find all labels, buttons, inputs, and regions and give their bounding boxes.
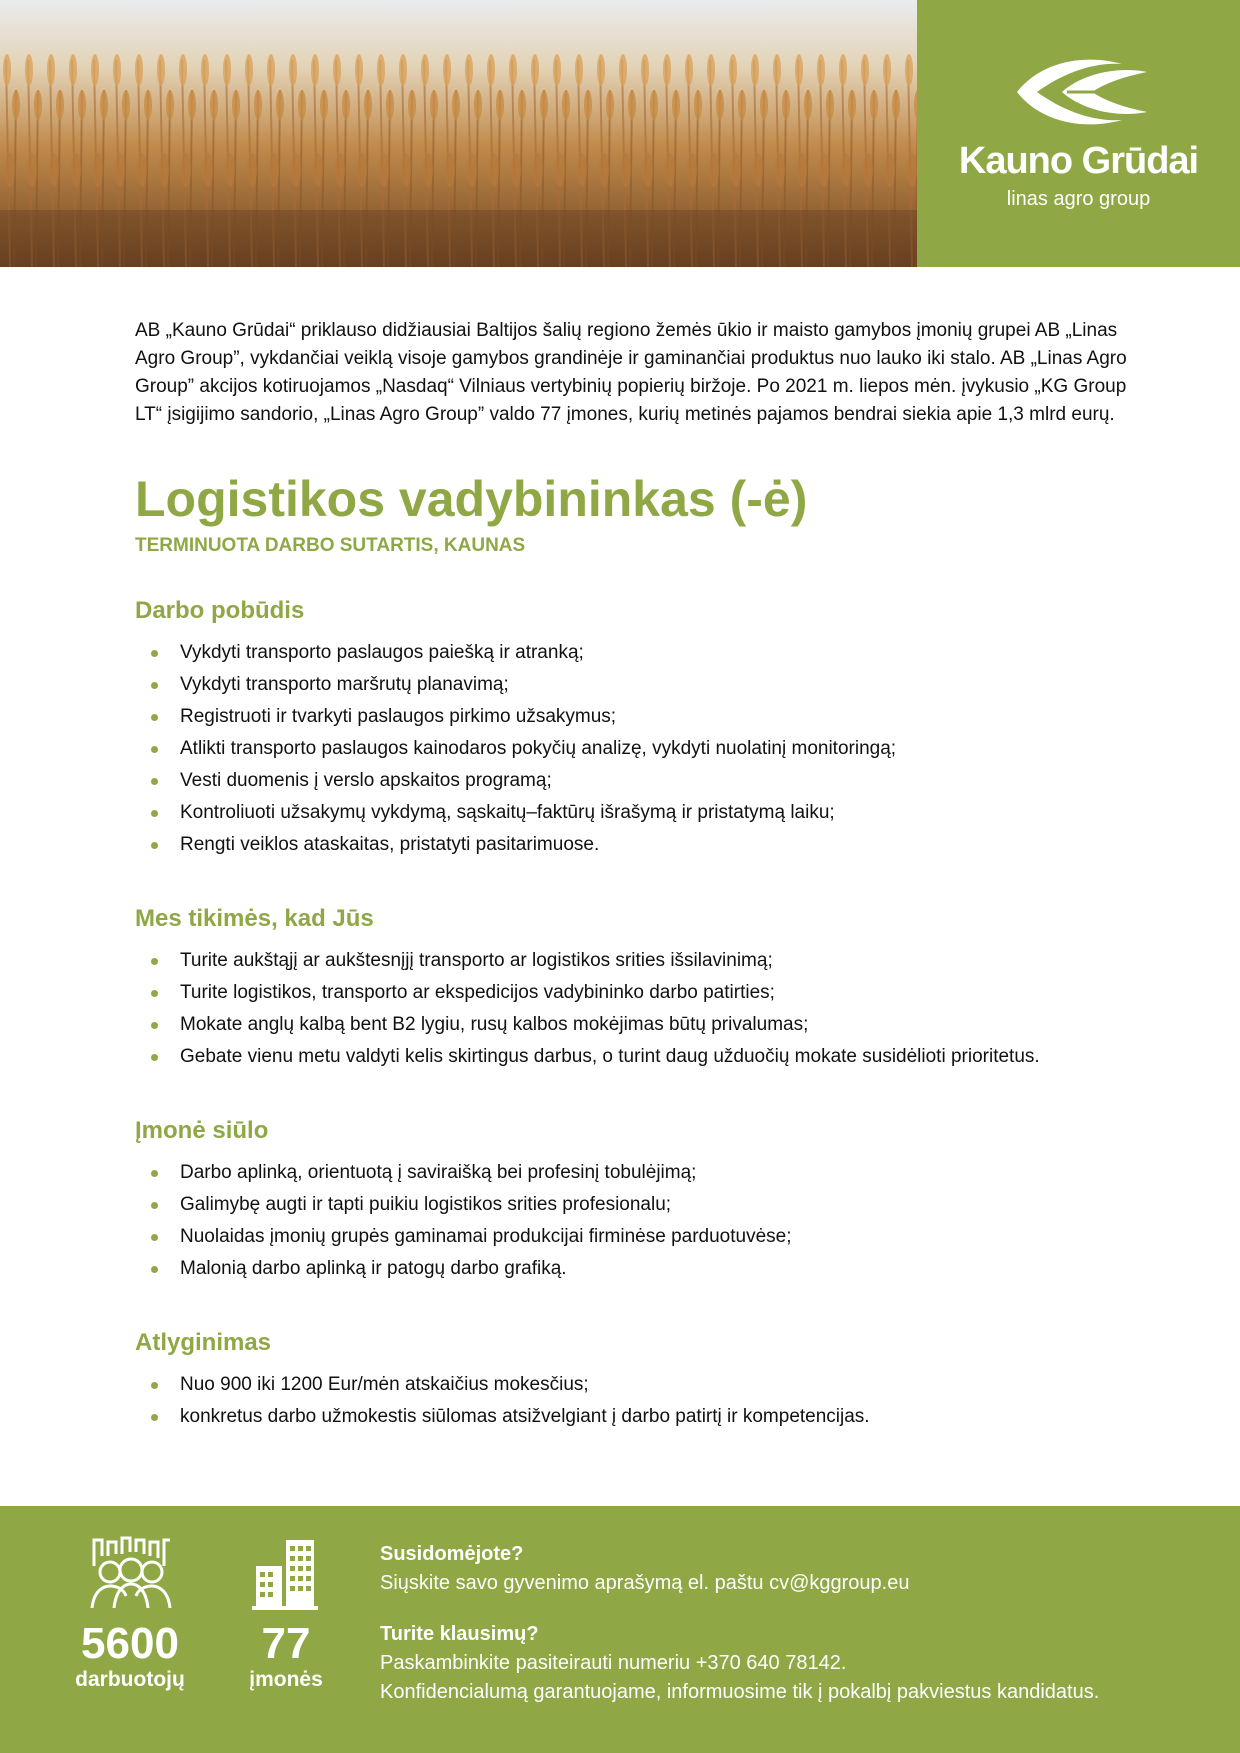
list-item: Darbo aplinką, orientuotą į saviraišką bei profesinį tobulėjimą;	[135, 1157, 1145, 1189]
list-item: Vykdyti transporto maršrutų planavimą;	[135, 669, 1145, 701]
list-item: Nuolaidas įmonių grupės gaminamai produkcijai firminėse parduotuvėse;	[135, 1221, 1145, 1253]
section-heading-duties: Darbo pobūdis	[135, 597, 305, 624]
bullet-icon	[151, 1202, 158, 1209]
employees-stat	[50, 1620, 210, 1692]
bullet-icon	[151, 1170, 158, 1177]
contact-question-questions: Turite klausimų?	[380, 1623, 539, 1645]
bullet-icon	[151, 1022, 158, 1029]
list-item: Turite logistikos, transporto ar ekspedicijos vadybininko darbo patirties;	[135, 977, 1145, 1009]
section-heading-salary: Atlyginimas	[135, 1329, 272, 1356]
bullet-icon	[151, 810, 158, 817]
salary-list	[135, 1369, 1145, 1433]
contact-email-text: Siųskite savo gyvenimo aprašymą el. paštu cv@kggroup.eu	[380, 1572, 910, 1594]
companies-stat	[226, 1620, 346, 1692]
bullet-icon	[151, 682, 158, 689]
leaf-logo-icon	[1007, 52, 1157, 132]
contact-info	[380, 1540, 1220, 1707]
bullet-icon	[151, 1382, 158, 1389]
list-item: Vykdyti transporto paslaugos paiešką ir atranką;	[135, 637, 1145, 669]
footer	[0, 1506, 1240, 1753]
bullet-icon	[151, 1266, 158, 1273]
confidentiality-text: Konfidencialumą garantuojame, informuosime tik į pokalbį pakviestus kandidatus.	[380, 1681, 1100, 1703]
requirements-list	[135, 945, 1145, 1073]
section-heading-offer: Įmonė siūlo	[135, 1117, 269, 1144]
main-content	[135, 317, 1145, 1433]
bullet-icon	[151, 1234, 158, 1241]
bullet-icon	[151, 714, 158, 721]
intro-paragraph: AB „Kauno Grūdai“ priklauso didžiausiai Baltijos šalių regiono žemės ūkio ir maisto gamybos įmonių grupei AB „Linas Agro Group”, vykdančiai veiklą visoje gamybos grandinėje ir gaminančiai produktus nuo lauko iki stalo. AB „Linas Agro Group” akcijos kotiruojamos „Nasdaq“ Vilniaus vertybinių popierių biržoje. Po 2021 m. liepos mėn. įvykusio „KG Group LT“ įsigijimo sandorio, „Linas Agro Group” valdo 77 įmones, kurių metinės pajamos bendrai siekia apie 1,3 mlrd eurų.	[135, 320, 1127, 425]
job-subtitle: TERMINUOTA DARBO SUTARTIS, KAUNAS	[135, 535, 526, 556]
contact-question-interested: Susidomėjote?	[380, 1543, 524, 1565]
employees-number: 5600	[81, 1619, 179, 1668]
bullet-icon	[151, 778, 158, 785]
logo-subtitle: linas agro group	[1006, 188, 1151, 210]
list-item: Mokate anglų kalbą bent B2 lygiu, rusų kalbos mokėjimas būtų privalumas;	[135, 1009, 1145, 1041]
contact-phone-text: Paskambinkite pasiteirauti numeriu +370 640 78142.	[380, 1652, 847, 1674]
duties-list	[135, 637, 1145, 861]
wheat-field-banner	[0, 0, 917, 267]
bullet-icon	[151, 650, 158, 657]
list-item: Vesti duomenis į verslo apskaitos programą;	[135, 765, 1145, 797]
list-item: Nuo 900 iki 1200 Eur/mėn atskaičius mokesčius;	[135, 1369, 1145, 1401]
list-item: Galimybę augti ir tapti puikiu logistikos srities profesionalu;	[135, 1189, 1145, 1221]
companies-label: įmonės	[249, 1668, 323, 1691]
list-item: Gebate vienu metu valdyti kelis skirtingus darbus, o turint daug užduočių mokate susidėlioti prioritetus.	[135, 1041, 1145, 1073]
buildings-icon	[252, 1536, 318, 1610]
bullet-icon	[151, 746, 158, 753]
list-item: Atlikti transporto paslaugos kainodaros pokyčių analizę, vykdyti nuolatinį monitoringą;	[135, 733, 1145, 765]
header	[0, 0, 1240, 267]
logo-box	[917, 0, 1240, 267]
logo-name: Kauno Grūdai	[958, 140, 1199, 182]
bullet-icon	[151, 1414, 158, 1421]
list-item: Registruoti ir tvarkyti paslaugos pirkimo užsakymus;	[135, 701, 1145, 733]
section-heading-requirements: Mes tikimės, kad Jūs	[135, 905, 374, 932]
list-item: konkretus darbo užmokestis siūlomas atsižvelgiant į darbo patirtį ir kompetencijas.	[135, 1401, 1145, 1433]
people-icon	[88, 1536, 174, 1610]
bullet-icon	[151, 842, 158, 849]
employees-label: darbuotojų	[75, 1668, 185, 1691]
bullet-icon	[151, 990, 158, 997]
job-title: Logistikos vadybininkas (-ė)	[135, 471, 808, 527]
list-item: Malonią darbo aplinką ir patogų darbo grafiką.	[135, 1253, 1145, 1285]
companies-number: 77	[261, 1619, 311, 1668]
offer-list	[135, 1157, 1145, 1285]
bullet-icon	[151, 958, 158, 965]
list-item: Kontroliuoti užsakymų vykdymą, sąskaitų–faktūrų išrašymą ir pristatymą laiku;	[135, 797, 1145, 829]
bullet-icon	[151, 1054, 158, 1061]
list-item: Rengti veiklos ataskaitas, pristatyti pasitarimuose.	[135, 829, 1145, 861]
list-item: Turite aukštąjį ar aukštesnįjį transporto ar logistikos srities išsilavinimą;	[135, 945, 1145, 977]
